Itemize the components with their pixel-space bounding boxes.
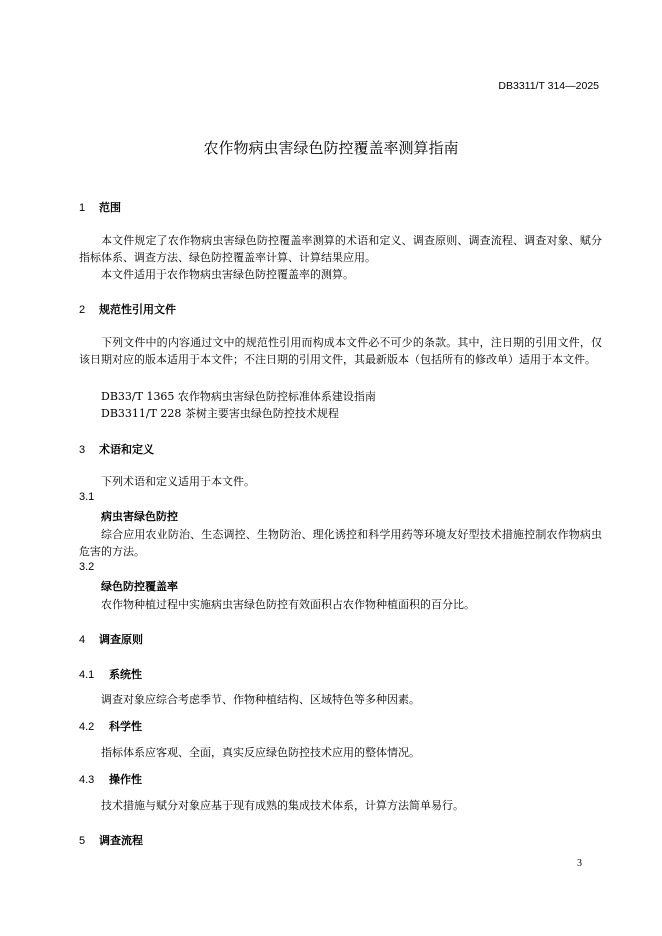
- paragraph: 技术措施与赋分对象应基于现有成熟的集成技术体系，计算方法简单易行。: [101, 799, 464, 812]
- section-title: 规范性引用文件: [99, 303, 176, 316]
- term-definition: 农作物种植过程中实施病虫害绿色防控有效面积占农作物种植面积的百分比。: [101, 598, 475, 611]
- subsection-title: 科学性: [109, 720, 142, 733]
- section-5-heading: [79, 832, 143, 848]
- subsection-title: 系统性: [109, 668, 142, 681]
- subsection-number: 4.3: [79, 774, 95, 786]
- section-number: 2: [79, 304, 86, 316]
- paragraph: 指标体系应客观、全面，真实反应绿色防控技术应用的整体情况。: [101, 746, 420, 759]
- paragraph: 本文件适用于农作物病虫害绿色防控覆盖率的测算。: [101, 268, 354, 281]
- paragraph: 调查对象应综合考虑季节、作物种植结构、区域特色等多种因素。: [101, 693, 420, 706]
- section-title: 调查原则: [99, 633, 143, 646]
- section-number: 1: [79, 202, 86, 214]
- paragraph: 本文件规定了农作物病虫害绿色防控覆盖率测算的术语和定义、调查原则、调查流程、调查对象、赋分指标体系、调查方法、绿色防控覆盖率计算、计算结果应用。: [79, 234, 602, 264]
- section-4-heading: [79, 631, 143, 647]
- subsection-4-2-heading: [79, 718, 142, 734]
- subsection-number: 4.2: [79, 721, 95, 733]
- term-name: 病虫害绿色防控: [101, 510, 178, 523]
- section-number: 3: [79, 444, 86, 456]
- section-number: 5: [79, 835, 86, 847]
- document-title: 农作物病虫害绿色防控覆盖率测算指南: [203, 139, 459, 157]
- reference-item: DB3311/T 228 茶树主要害虫绿色防控技术规程: [101, 407, 339, 420]
- document-code: DB3311/T 314—2025: [498, 80, 599, 92]
- section-title: 范围: [99, 201, 121, 214]
- subsection-number: 4.1: [79, 669, 95, 681]
- section-3-heading: [79, 441, 154, 457]
- term-number: 3.1: [79, 491, 95, 503]
- subsection-title: 操作性: [109, 773, 142, 786]
- term-name: 绿色防控覆盖率: [101, 580, 178, 593]
- paragraph: 下列文件中的内容通过文中的规范性引用而构成本文件必不可少的条款。其中，注日期的引用文件，仅该日期对应的版本适用于本文件；不注日期的引用文件，其最新版本（包括所有的修改单）适用于本文件。: [79, 336, 602, 366]
- section-2-heading: [79, 301, 176, 317]
- section-title: 调查流程: [99, 834, 143, 847]
- subsection-4-1-heading: [79, 666, 142, 682]
- section-1-heading: [79, 199, 121, 215]
- page-number: 3: [577, 858, 582, 869]
- term-number: 3.2: [79, 561, 95, 573]
- term-definition: 综合应用农业防治、生态调控、生物防治、理化诱控和科学用药等环境友好型技术措施控制农作物病虫危害的方法。: [79, 528, 602, 558]
- subsection-4-3-heading: [79, 771, 142, 787]
- reference-item: DB33/T 1365 农作物病虫害绿色防控标准体系建设指南: [101, 390, 376, 403]
- paragraph: 下列术语和定义适用于本文件。: [101, 475, 255, 488]
- section-number: 4: [79, 634, 86, 646]
- section-title: 术语和定义: [99, 443, 154, 456]
